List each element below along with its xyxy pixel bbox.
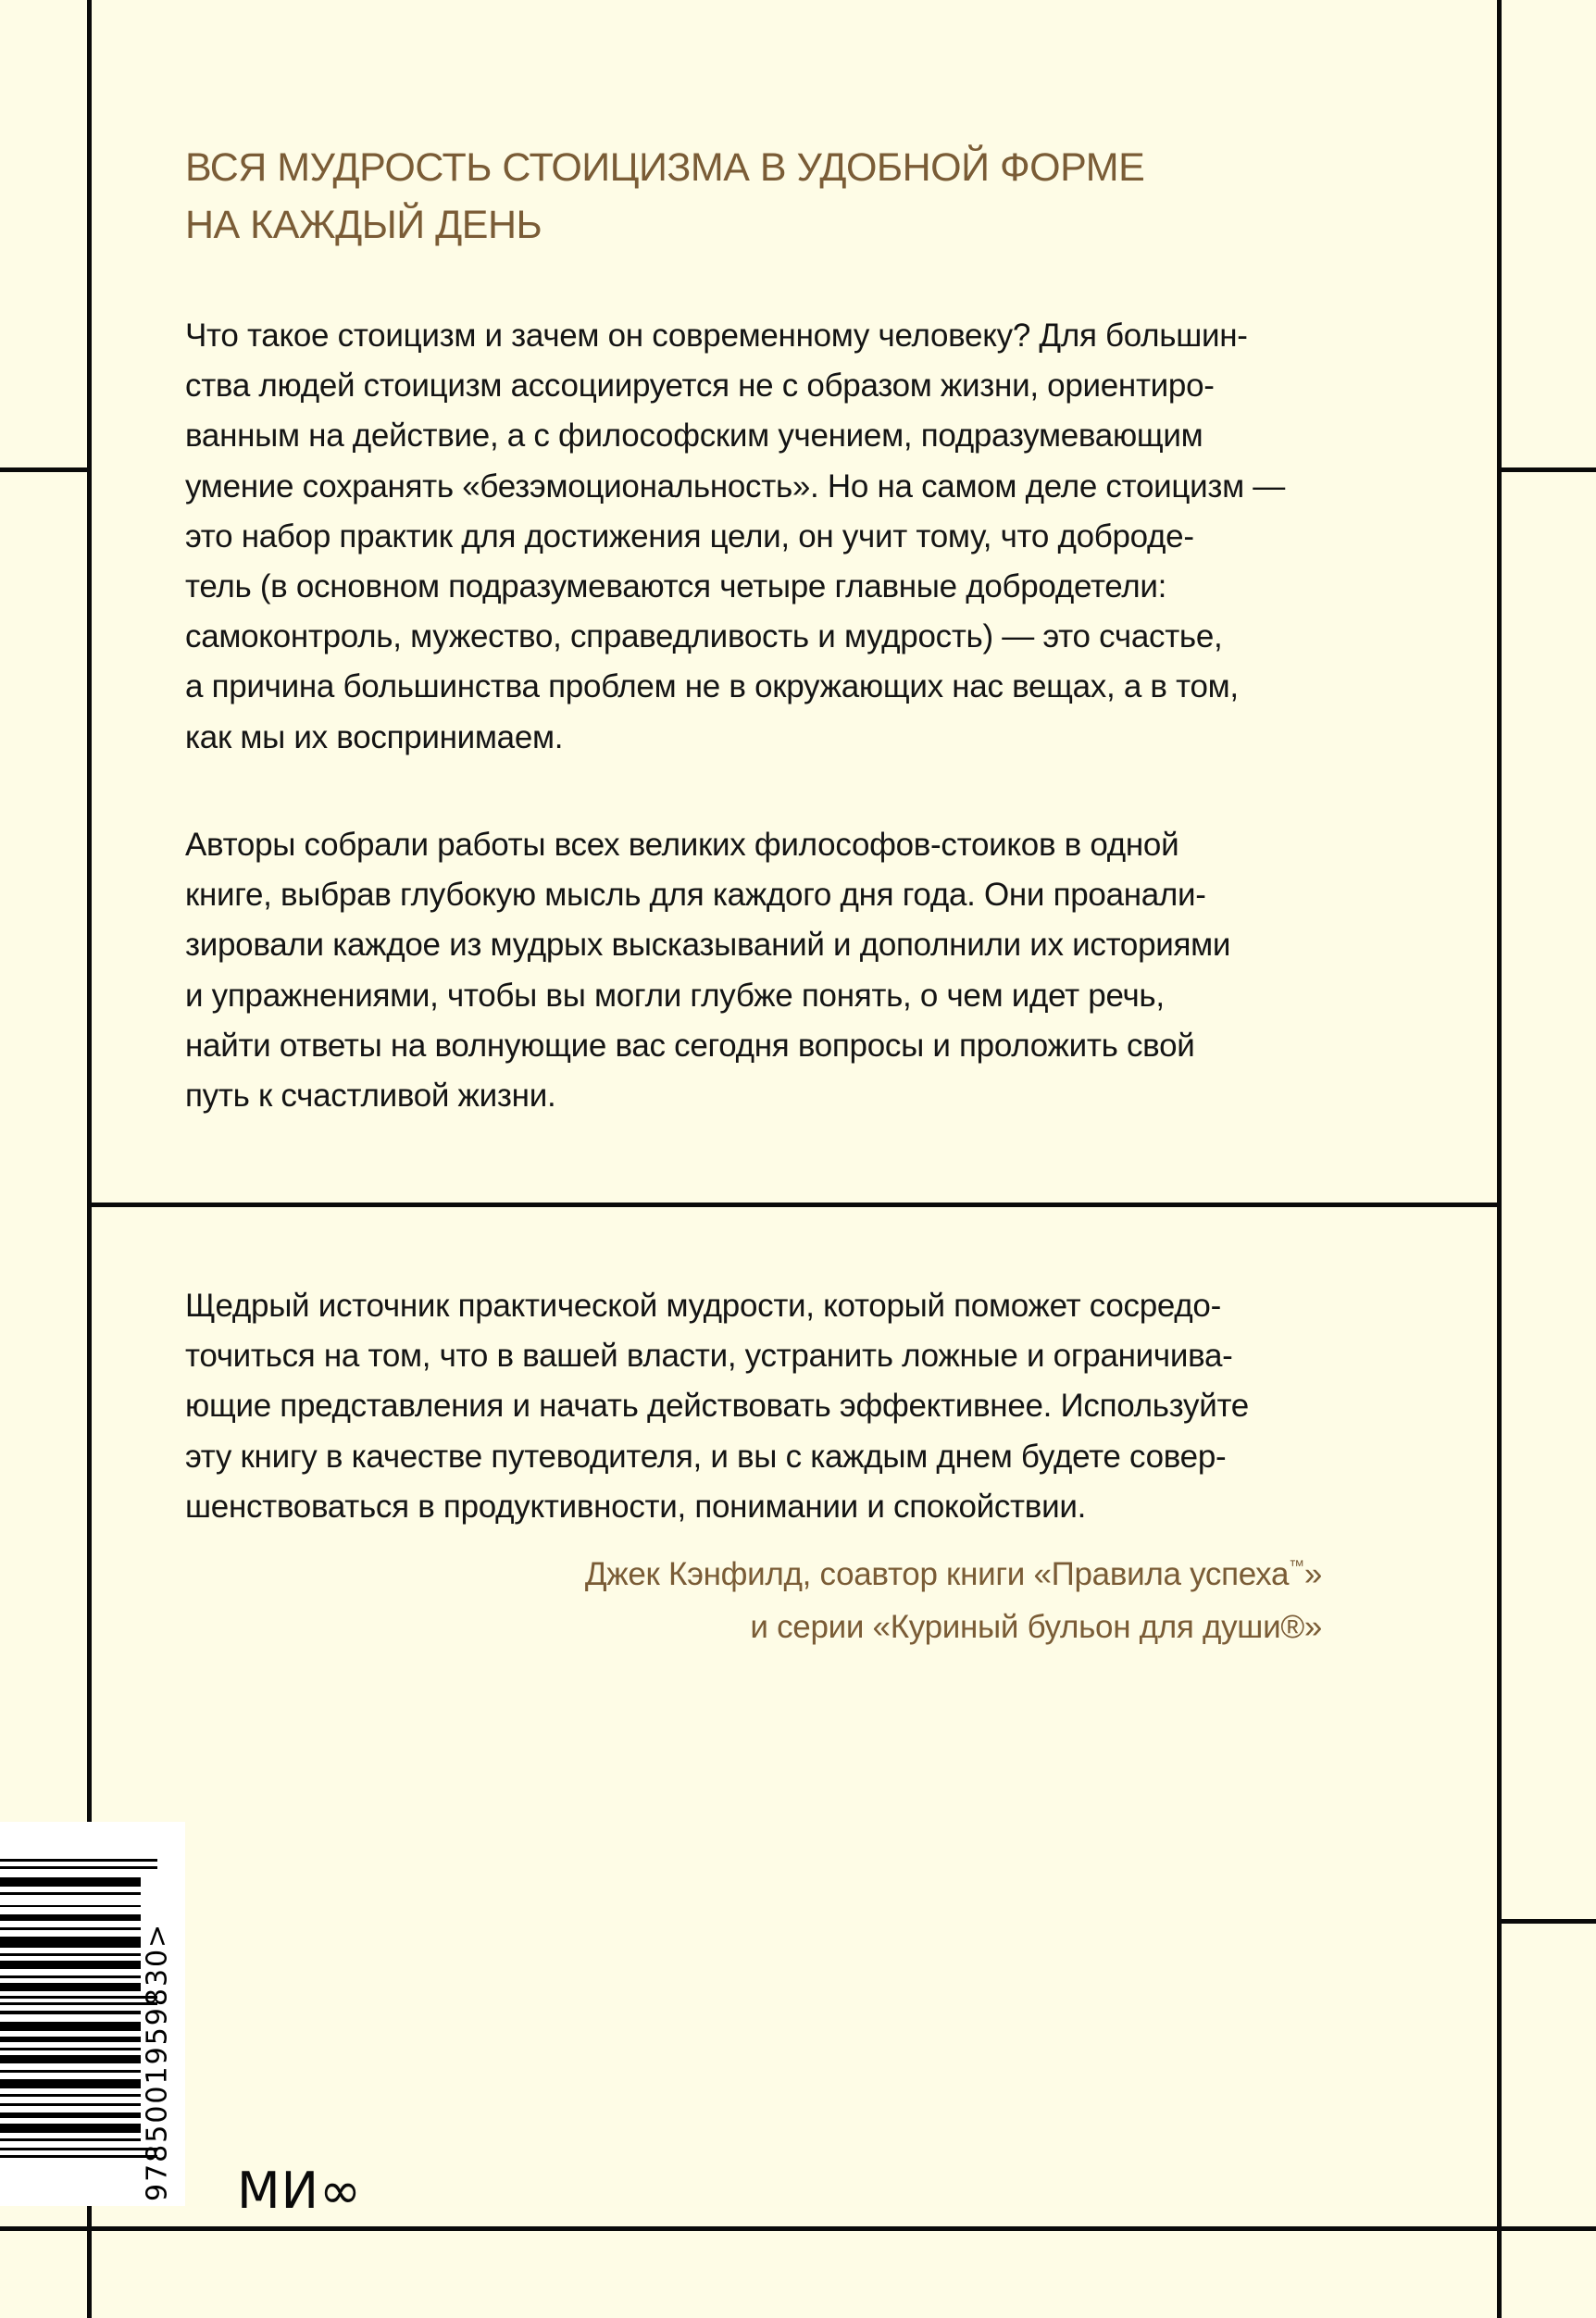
- text-line: это набор практик для достижения цели, он учит тому, что доброде-: [185, 517, 1194, 555]
- text-line: книге, выбрав глубокую мысль для каждого дня года. Они проанали-: [185, 877, 1206, 914]
- endorsement-attribution: [585, 1539, 1322, 1653]
- publisher-logo: МИ∞: [237, 2162, 362, 2220]
- isbn-number: [139, 1840, 176, 2201]
- text-line: ства людей стоицизм ассоциируется не с образом жизни, ориентиро-: [185, 368, 1215, 405]
- text-line: ющие представления и начать действовать эффективнее. Используйте: [185, 1388, 1249, 1425]
- attribution-line-1: [585, 1539, 1322, 1601]
- heading-line-1: ВСЯ МУДРОСТЬ СТОИЦИЗМА В УДОБНОЙ ФОРМЕ: [185, 145, 1145, 190]
- text-line: и упражнениями, чтобы вы могли глубже понять, о чем идет речь,: [185, 977, 1165, 1014]
- description-paragraph-2: [185, 820, 1352, 1121]
- frame-stub-top-left: [0, 467, 89, 472]
- text-line: найти ответы на волнующие вас сегодня вопросы и проложить свой: [185, 1027, 1195, 1064]
- attribution-text: Джек Кэнфилд, соавтор книги «Правила успеха: [584, 1556, 1290, 1592]
- text-line: Авторы собрали работы всех великих философов-стоиков в одной: [185, 827, 1179, 863]
- attribution-close-quote: »: [1303, 1556, 1322, 1592]
- frame-stub-lower-right: [1499, 1919, 1596, 1924]
- text-line: зировали каждое из мудрых высказываний и дополнили их историями: [185, 927, 1231, 964]
- cover-heading: [185, 139, 1296, 254]
- endorsement-quote: [185, 1281, 1352, 1532]
- barcode-trailing-mark: >: [141, 1922, 174, 1948]
- text-line: эту книгу в качестве путеводителя, и вы с каждым днем будете совер-: [185, 1438, 1227, 1475]
- section-divider: [89, 1203, 1500, 1207]
- isbn-barcode: [0, 1822, 185, 2206]
- heading-line-2: НА КАЖДЫЙ ДЕНЬ: [185, 203, 542, 247]
- text-line: шенствоваться в продуктивности, понимании и спокойствии.: [185, 1488, 1087, 1525]
- barcode-bars-icon: [0, 1859, 157, 2174]
- text-line: Что такое стоицизм и зачем он современному человеку? Для большин-: [185, 318, 1248, 354]
- text-line: Щедрый источник практической мудрости, который поможет сосредо-: [185, 1288, 1221, 1324]
- text-line: точиться на том, что в вашей власти, устранить ложные и ограничива-: [185, 1338, 1233, 1375]
- text-line: ванным на действие, а с философским учением, подразумевающим: [185, 417, 1203, 455]
- text-line: тель (в основном подразумеваются четыре главные добродетели:: [185, 568, 1167, 605]
- isbn-digits: 9785001959830: [141, 1947, 174, 2201]
- text-line: а причина большинства проблем не в окружающих нас вещах, а в том,: [185, 668, 1239, 705]
- text-line: путь к счастливой жизни.: [185, 1078, 556, 1115]
- text-line: умение сохранять «безэмоциональность». Но на самом деле стоицизм —: [185, 467, 1285, 505]
- text-line: самоконтроль, мужество, справедливость и мудрость) — это счастье,: [185, 618, 1223, 655]
- text-line: как мы их воспринимаем.: [185, 718, 564, 755]
- description-paragraph-1: [185, 311, 1352, 763]
- frame-rule-bottom: [0, 2226, 1596, 2231]
- attribution-line-2: и серии «Куриный бульон для души®»: [750, 1609, 1322, 1645]
- trademark-mark: ™: [1289, 1557, 1304, 1575]
- frame-stub-top-right: [1499, 467, 1596, 472]
- frame-rule-right: [1497, 0, 1502, 2318]
